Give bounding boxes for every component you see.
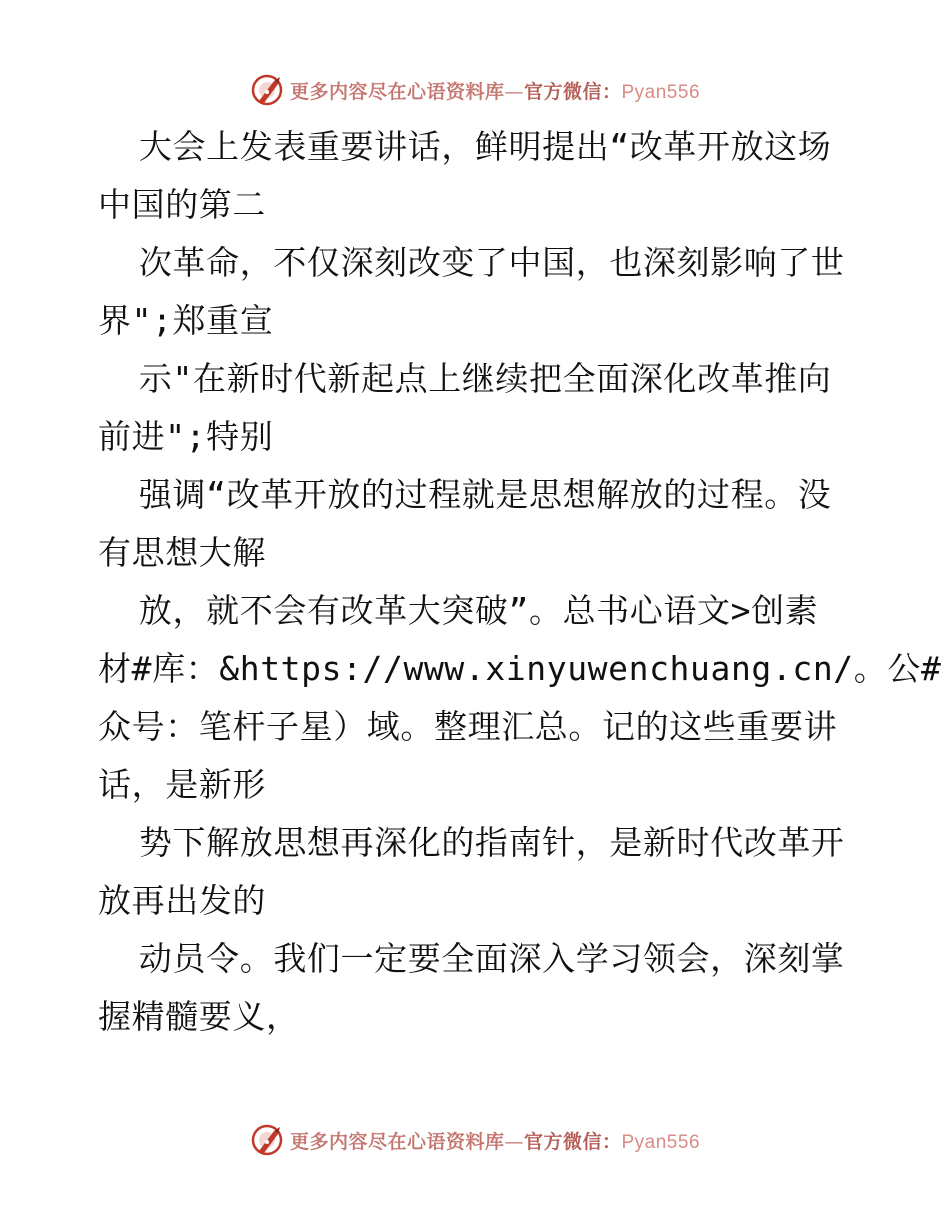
header-banner-main: 更多内容尽在心语资料库 xyxy=(289,80,505,103)
footer-banner-id: Pyan556 xyxy=(621,1131,701,1153)
footer-banner xyxy=(0,1120,950,1160)
body-text xyxy=(98,118,942,1046)
body-line: 话，是新形 xyxy=(98,765,266,804)
body-line: 强调“改革开放的过程就是思想解放的过程。没 xyxy=(98,475,832,514)
header-banner xyxy=(0,70,950,110)
header-banner-id: Pyan556 xyxy=(621,81,701,103)
header-banner-text xyxy=(290,77,700,104)
body-line: 中国的第二 xyxy=(98,185,266,224)
footer-banner-separator: — xyxy=(504,1130,524,1153)
body-line: 放，就不会有改革大突破”。总书心语文>创素 xyxy=(98,591,819,630)
footer-banner-main: 更多内容尽在心语资料库 xyxy=(289,1130,505,1153)
body-line: 放再出发的 xyxy=(98,881,266,920)
body-line: 次革命，不仅深刻改变了中国，也深刻影响了世 xyxy=(98,243,845,282)
pen-nib-logo-icon xyxy=(250,73,284,107)
body-line: 有思想大解 xyxy=(98,533,266,572)
pen-nib-logo-icon xyxy=(250,1123,284,1157)
footer-banner-label: 官方微信： xyxy=(523,1130,622,1153)
body-line: 众号：笔杆子星）域。整理汇总。记的这些重要讲 xyxy=(98,707,838,746)
body-line: 示"在新时代新起点上继续把全面深化改革推向 xyxy=(98,359,832,398)
body-line: 界";郑重宣 xyxy=(98,301,274,340)
body-line: 材#库：&https://www.xinyuwenchuang.cn/。公# xyxy=(98,649,942,688)
body-line: 握精髓要义， xyxy=(98,997,300,1036)
body-line: 前进";特别 xyxy=(98,417,274,456)
body-line: 动员令。我们一定要全面深入学习领会，深刻掌 xyxy=(98,939,845,978)
body-line: 势下解放思想再深化的指南针，是新时代改革开 xyxy=(98,823,845,862)
footer-banner-text xyxy=(290,1127,700,1154)
body-line: 大会上发表重要讲话，鲜明提出“改革开放这场 xyxy=(98,127,832,166)
header-banner-label: 官方微信： xyxy=(523,80,622,103)
header-banner-separator: — xyxy=(504,80,524,103)
